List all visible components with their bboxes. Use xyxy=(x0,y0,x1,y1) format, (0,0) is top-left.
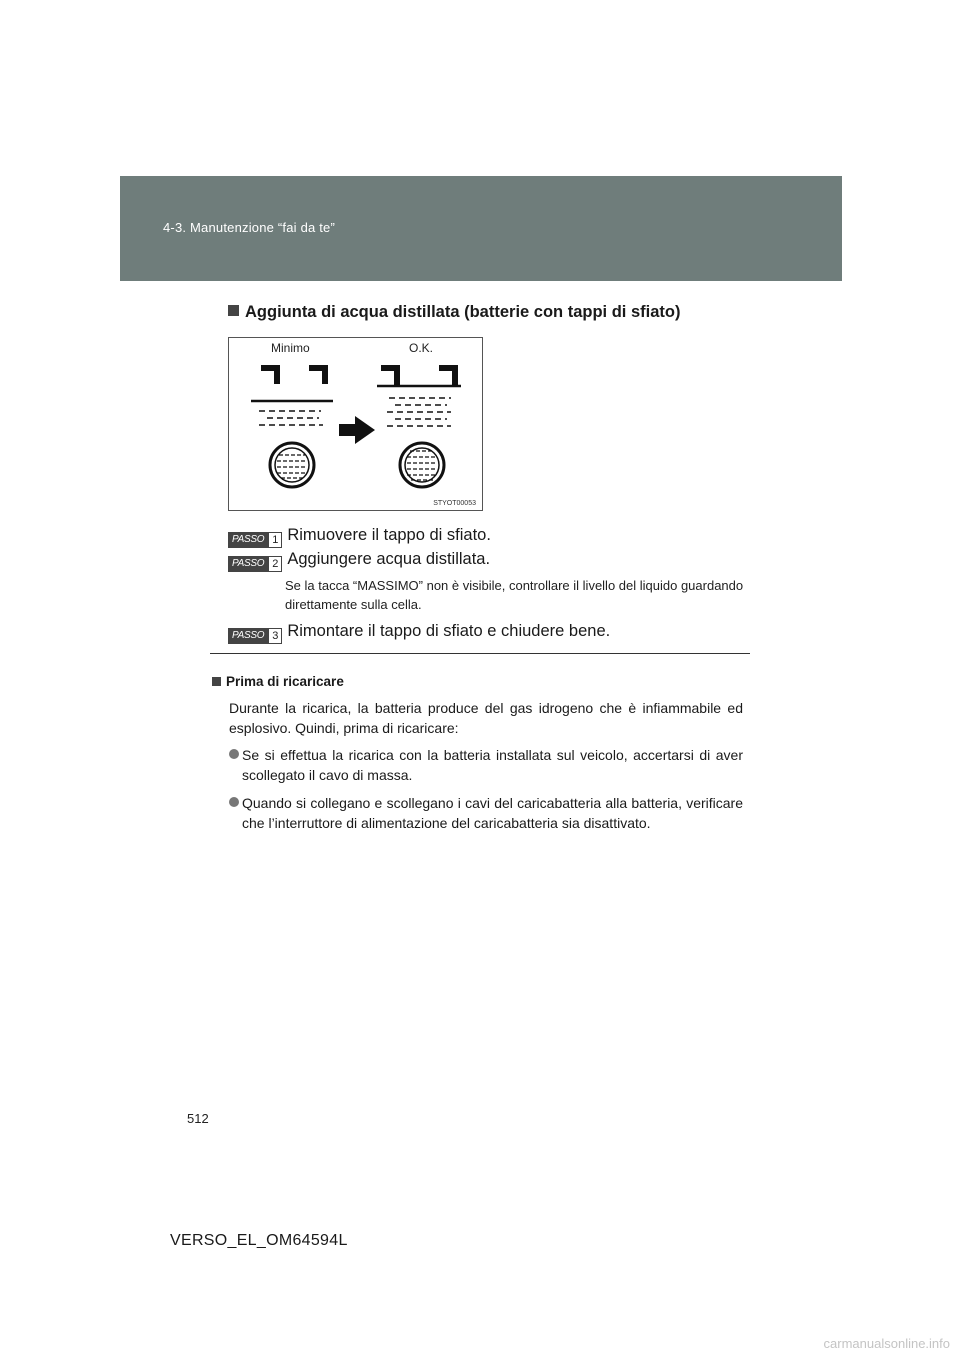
info-intro: Durante la ricarica, la batteria produce del gas idrogeno che è infiammabile ed esplosivo. Quindi, prima di ricaricare: xyxy=(229,700,743,736)
step-text: Aggiungere acqua distillata. xyxy=(287,550,491,568)
step-badge xyxy=(228,628,282,644)
left-cell-drawing xyxy=(251,368,333,487)
info-heading xyxy=(212,674,344,689)
step-text: Rimuovere il tappo di sfiato. xyxy=(287,526,491,544)
bullet-text: Se si effettua la ricarica con la batteria installata sul veicolo, accertarsi di aver scollegato il cavo di massa. xyxy=(242,747,743,783)
figure-label-ok: O.K. xyxy=(409,341,434,355)
page-number: 512 xyxy=(187,1111,209,1126)
step-badge-word: PASSO xyxy=(228,628,268,644)
bullet-dot-icon xyxy=(229,749,239,759)
info-heading-text: Prima di ricaricare xyxy=(226,674,344,689)
document-code: VERSO_EL_OM64594L xyxy=(170,1232,348,1249)
info-bullet-2 xyxy=(229,793,743,833)
watermark: carmanualsonline.info xyxy=(823,1336,950,1351)
info-bullet-1 xyxy=(229,745,743,785)
step-badge xyxy=(228,532,282,548)
bullet-text: Quando si collegano e scollegano i cavi del caricabatteria alla batteria, verificare che l’interruttore di alimentazione del caricabatteria sia disattivato. xyxy=(242,795,743,831)
figure-label-minimo: Minimo xyxy=(271,341,310,355)
battery-level-figure xyxy=(228,337,483,511)
section-heading xyxy=(228,303,680,322)
bullet-dot-icon xyxy=(229,797,239,807)
figure-code: STYOT00053 xyxy=(433,500,476,507)
right-cell-drawing xyxy=(377,368,461,487)
step-text: Rimontare il tappo di sfiato e chiudere bene. xyxy=(287,622,611,640)
step-badge-number: 3 xyxy=(268,628,282,644)
arrow-right-icon xyxy=(339,416,375,444)
section-heading-text: Aggiunta di acqua distillata (batterie con tappi di sfiato) xyxy=(245,303,681,321)
square-bullet-icon xyxy=(212,677,221,686)
step-badge-word: PASSO xyxy=(228,532,268,548)
step-badge-number: 1 xyxy=(268,532,282,548)
step-2 xyxy=(228,550,490,572)
divider xyxy=(210,653,750,654)
step-badge-number: 2 xyxy=(268,556,282,572)
step-1 xyxy=(228,526,491,548)
step-2-note: Se la tacca “MASSIMO” non è visibile, controllare il livello del liquido guardando direttamente sulla cella. xyxy=(285,578,744,612)
square-bullet-icon xyxy=(228,305,239,316)
battery-diagram xyxy=(229,338,484,512)
section-title: 4-3. Manutenzione “fai da te” xyxy=(163,220,336,235)
step-badge xyxy=(228,556,282,572)
step-badge-word: PASSO xyxy=(228,556,268,572)
step-3 xyxy=(228,622,610,644)
